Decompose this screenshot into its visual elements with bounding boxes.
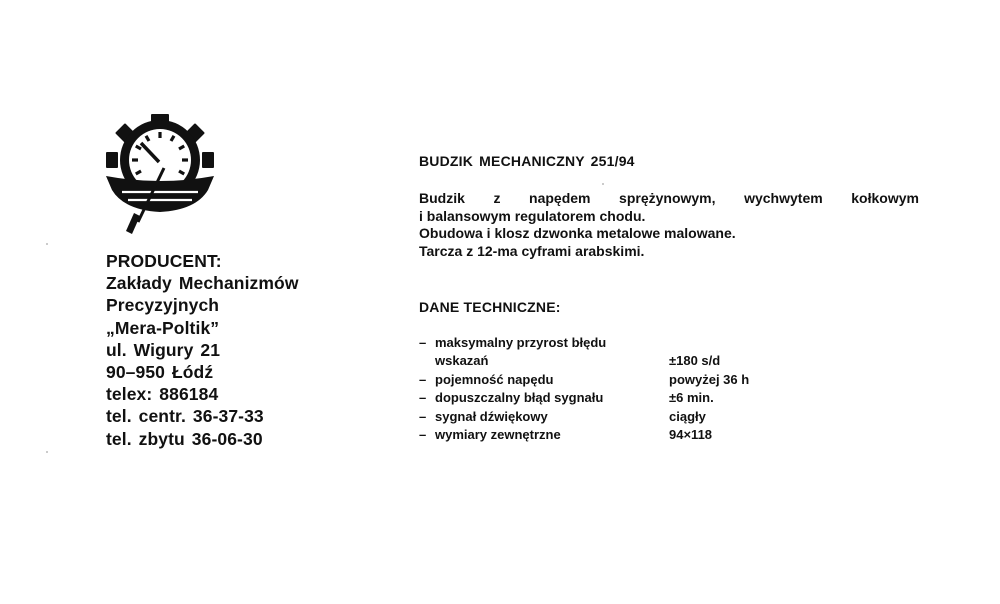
producer-name-line-1: Zakłady Mechanizmów [106, 273, 299, 294]
product-description [419, 190, 919, 260]
clock-gear-boat-logo-icon [104, 112, 216, 238]
spec-value: ciągły [669, 408, 706, 424]
spec-bullet: – [419, 371, 427, 387]
producer-phone-central: tel. centr. 36-37-33 [106, 406, 264, 427]
description-word: Budzik [419, 190, 465, 206]
spec-label: dopuszczalny błąd sygnału [435, 390, 604, 406]
spec-value: ±180 s/d [669, 353, 721, 369]
description-line-3: Obudowa i klosz dzwonka metalowe malowane. [419, 225, 736, 241]
specs-heading: DANE TECHNICZNE: [419, 299, 561, 315]
scan-speck [46, 243, 48, 245]
description-word: wychwytem [744, 190, 823, 206]
spec-bullet: – [419, 426, 427, 442]
description-line-4: Tarcza z 12-ma cyframi arabskimi. [419, 242, 645, 259]
spec-label: wskazań [435, 353, 489, 369]
producer-phone-sales: tel. zbytu 36-06-30 [106, 428, 263, 449]
producer-street: ul. Wigury 21 [106, 339, 221, 360]
spec-bullet: – [419, 390, 427, 406]
description-word: sprężynowym, [619, 190, 716, 206]
producer-telex: telex: 886184 [106, 384, 219, 405]
producer-info [106, 250, 299, 450]
scan-speck [602, 183, 604, 185]
description-word: napędem [529, 190, 591, 206]
spec-label: pojemność napędu [435, 371, 554, 387]
scan-speck [46, 451, 48, 453]
producer-city: 90–950 Łódź [106, 362, 214, 383]
producer-brand: „Mera-Poltik” [106, 317, 220, 338]
spec-label: maksymalny przyrost błędu [435, 335, 607, 350]
spec-bullet: – [419, 408, 427, 424]
spec-value: powyżej 36 h [669, 371, 750, 387]
description-line-2: i balansowym regulatorem chodu. [419, 207, 646, 224]
description-line-1 [419, 190, 919, 208]
producer-name-line-2: Precyzyjnych [106, 295, 220, 316]
description-word: kołkowym [851, 190, 919, 206]
spec-label: wymiary zewnętrzne [435, 426, 561, 442]
producer-heading: PRODUCENT: [106, 251, 222, 271]
spec-label: sygnał dźwiękowy [435, 408, 548, 424]
spec-value: 94×118 [669, 426, 713, 442]
product-title: BUDZIK MECHANICZNY 251/94 [419, 153, 635, 169]
spec-value: ±6 min. [669, 390, 714, 406]
spec-bullet: – [419, 335, 427, 350]
description-word: z [493, 190, 501, 206]
